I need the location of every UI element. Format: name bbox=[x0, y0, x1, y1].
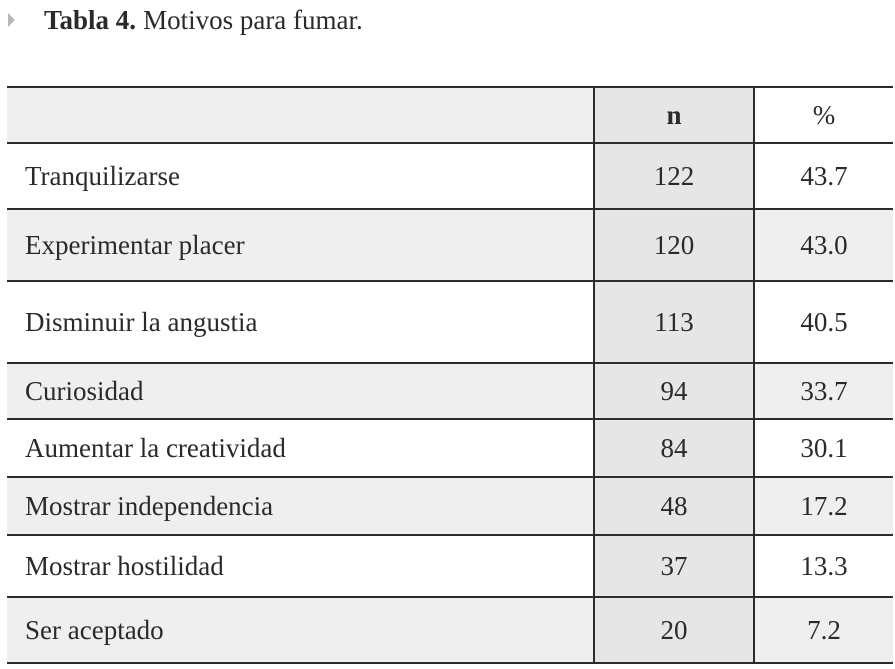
header-cell-n: n bbox=[594, 87, 754, 143]
row-percent: 43.7 bbox=[754, 143, 893, 209]
row-percent: 40.5 bbox=[754, 281, 893, 363]
row-label: Experimentar placer bbox=[7, 209, 594, 281]
header-cell-label bbox=[7, 87, 594, 143]
row-label: Disminuir la angustia bbox=[7, 281, 594, 363]
row-n: 84 bbox=[594, 419, 754, 477]
row-n: 37 bbox=[594, 535, 754, 597]
row-n: 113 bbox=[594, 281, 754, 363]
table-row bbox=[7, 143, 893, 209]
row-label: Curiosidad bbox=[7, 363, 594, 419]
table-row bbox=[7, 363, 893, 419]
caption-label: Tabla 4. bbox=[44, 4, 137, 35]
table-row bbox=[7, 209, 893, 281]
row-n: 94 bbox=[594, 363, 754, 419]
table-row bbox=[7, 535, 893, 597]
row-percent: 7.2 bbox=[754, 597, 893, 663]
row-percent: 33.7 bbox=[754, 363, 893, 419]
row-label: Ser aceptado bbox=[7, 597, 594, 663]
row-label: Mostrar independencia bbox=[7, 477, 594, 535]
table-row bbox=[7, 281, 893, 363]
row-n: 120 bbox=[594, 209, 754, 281]
caption-text: Motivos para fumar. bbox=[143, 4, 363, 35]
row-n: 122 bbox=[594, 143, 754, 209]
data-table bbox=[7, 86, 893, 664]
row-percent: 13.3 bbox=[754, 535, 893, 597]
row-percent: 43.0 bbox=[754, 209, 893, 281]
row-n: 20 bbox=[594, 597, 754, 663]
table-header-row bbox=[7, 87, 893, 143]
row-percent: 17.2 bbox=[754, 477, 893, 535]
table-row bbox=[7, 419, 893, 477]
table-row bbox=[7, 477, 893, 535]
table-caption bbox=[8, 2, 363, 38]
row-label: Mostrar hostilidad bbox=[7, 535, 594, 597]
triangle-bullet-icon bbox=[8, 12, 16, 28]
table-row bbox=[7, 597, 893, 663]
header-cell-percent: % bbox=[754, 87, 893, 143]
row-n: 48 bbox=[594, 477, 754, 535]
row-label: Tranquilizarse bbox=[7, 143, 594, 209]
row-percent: 30.1 bbox=[754, 419, 893, 477]
row-label: Aumentar la creatividad bbox=[7, 419, 594, 477]
